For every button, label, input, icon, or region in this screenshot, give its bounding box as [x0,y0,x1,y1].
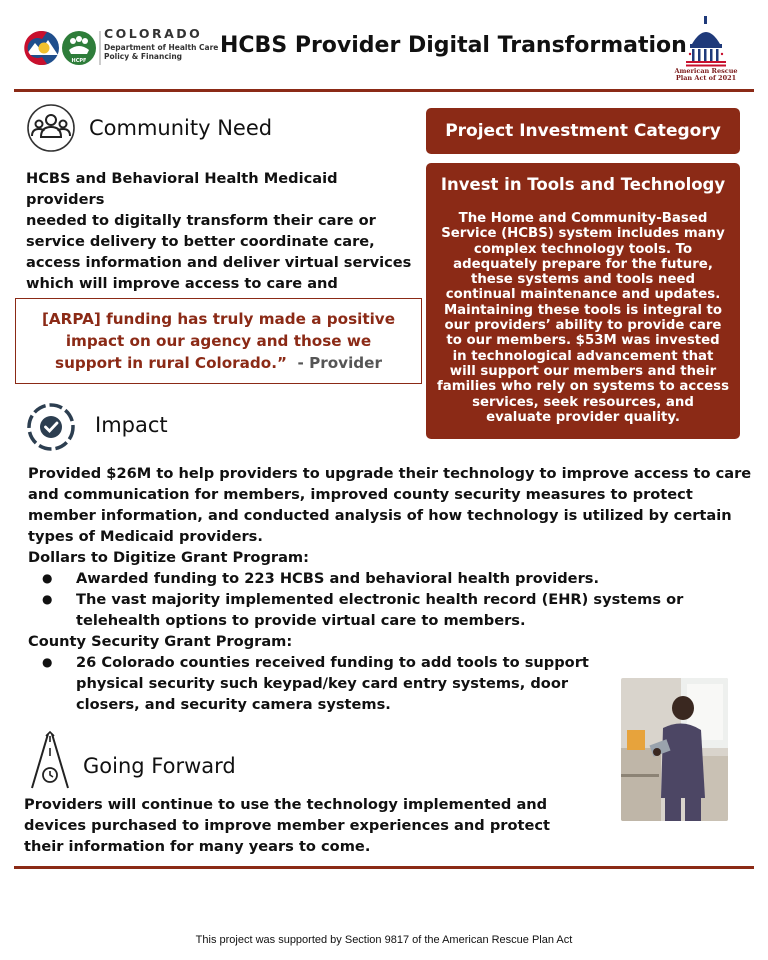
community-need-text [26,168,421,315]
logo-dept-line1: Department of Health Care [104,43,219,52]
card-line: The Home and Community-Based [458,211,708,226]
card-line: complex technology tools. To [473,241,693,257]
text-line: types of Medicaid providers. [28,528,263,545]
text-line: and communication for members, improved county security measures to protect [28,486,693,503]
card-line: evaluate provider quality. [486,409,680,425]
investment-category-label: Project Investment Category [426,108,740,154]
list-item: ● 26 Colorado counties received funding to add tools to support physical security such keypad/key card entry systems, door closers, and security camera systems. [28,652,758,715]
footer-note: This project was supported by Section 9817 of the American Rescue Plan Act [195,934,573,946]
quote-line: support in rural Colorado.” [55,354,287,372]
footer-rule [14,866,754,869]
program1-label: Dollars to Digitize Grant Program: [28,549,309,566]
logo-text [104,26,218,61]
text-line: service delivery to better coordinate care, [26,233,375,250]
impact-heading: Impact [95,413,168,437]
page-title: HCBS Provider Digital Transformation [220,33,687,58]
investment-card-title: Invest in Tools and Technology [440,175,726,194]
quote-line: [ARPA] funding has truly made a positive [41,310,396,328]
impact-icon [26,402,76,452]
card-line: our providers’ ability to provide care [444,318,722,334]
text-line: Providers will continue to use the technology implemented and [24,796,548,813]
text-line: which will improve access to care and [26,275,338,292]
hcpf-icon-text: HCPF [71,58,87,64]
card-line: adequately prepare for the future, [453,256,713,272]
colorado-c-icon [24,31,59,65]
card-line: services, seek resources, and [472,394,694,410]
provider-photo [621,678,728,821]
card-line: these systems and tools need [470,272,695,288]
list-item: ● Awarded funding to 223 HCBS and behavioral health providers. [28,568,758,589]
investment-card-body [436,211,730,425]
header-rule [14,89,754,92]
program2-label: County Security Grant Program: [28,633,293,650]
text-line: devices purchased to improve member experiences and protect [24,817,550,834]
text-line: needed to digitally transform their care or [26,212,376,229]
program1-bullets [28,568,758,631]
logo-org-name: COLORADO [104,26,203,41]
list-item: ● The vast majority implemented electronic health record (EHR) systems or telehealth options to provide virtual care to members. [28,589,758,631]
community-need-heading: Community Need [89,116,273,140]
card-line: continual maintenance and updates. [445,287,721,303]
going-forward-heading: Going Forward [83,754,236,778]
logo-dept-line2: Policy & Financing [104,52,183,61]
quote-line: impact on our agency and those we [65,332,372,350]
card-line: Maintaining these tools is integral to [443,302,723,318]
text-line: HCBS and Behavioral Health Medicaid providers [26,170,338,208]
text-line: their information for many years to come. [24,838,371,855]
quote-attribution: - Provider [297,354,382,372]
card-line: Service (HCBS) system includes many [441,226,725,242]
going-forward-text [24,794,614,857]
community-icon [26,103,76,153]
text-line: Provided $26M to help providers to upgrade their technology to improve access to care [28,465,752,482]
investment-card [426,163,740,439]
card-line: families who rely on systems to access [437,379,729,395]
card-line: will support our members and their [449,363,717,379]
road-forward-icon [28,730,72,790]
card-line: to our members. $53M was invested [446,333,720,349]
card-line: in technological advancement that [452,348,714,364]
provider-quote [15,298,422,384]
arpa-logo-text: American Rescue Plan Act of 2021 [674,67,738,82]
text-line: access information and deliver virtual services [26,254,412,271]
text-line: member information, and conducted analysis of how technology is utilized by certain [28,507,732,524]
